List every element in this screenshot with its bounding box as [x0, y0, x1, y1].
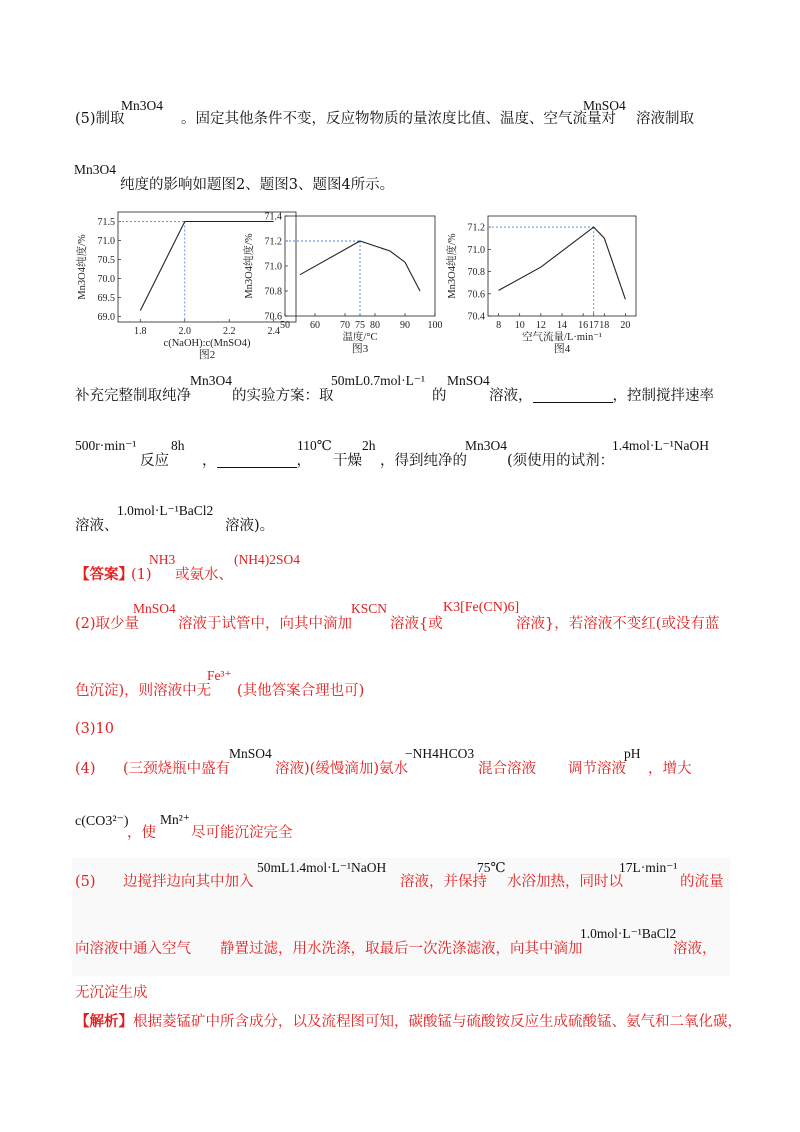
answer-5-f3: 17L·min⁻¹ — [619, 860, 678, 875]
x-tick-label: 16 — [578, 320, 589, 331]
y-axis-label: Mn3O4纯度/% — [447, 233, 458, 299]
y-tick-label: 70.0 — [97, 273, 115, 285]
y-tick-label: 71.2 — [467, 222, 485, 234]
chart-caption: 图2 — [198, 349, 216, 361]
x-tick-label: 60 — [310, 320, 320, 331]
scheme-l2-f4: 2h — [362, 438, 376, 453]
y-tick-label: 71.0 — [97, 235, 115, 247]
analysis-label: 【解析】 — [75, 1013, 133, 1030]
y-tick-label: 70.8 — [467, 267, 485, 279]
x-tick-label: 17 — [588, 320, 599, 331]
answer-5-c: 水浴加热，同时以 — [507, 874, 623, 890]
answer-4-e: ，增大 — [648, 761, 692, 777]
formula-mn3o4-b: Mn3O4 — [74, 162, 117, 177]
x-axis-label: 温度/°C — [342, 332, 378, 343]
answer-2-f3: K3[Fe(CN)6] — [443, 600, 520, 615]
y-tick-label: 71.4 — [264, 211, 282, 223]
figure-charts — [60, 205, 660, 365]
y-tick-label: 71.5 — [97, 216, 115, 228]
scheme-l2-g: (须使用的试剂： — [507, 453, 615, 469]
answer-2-c: 溶液{或 — [390, 616, 443, 632]
analysis-line — [75, 1013, 742, 1031]
answer-4-g: ，使 — [127, 825, 156, 841]
scheme-text-d: 溶液， ，控制搅拌速率 — [489, 388, 714, 404]
x-tick-label: 2.0 — [178, 326, 191, 337]
y-tick-label: 69.5 — [97, 292, 115, 304]
x-tick-label: 100 — [427, 320, 443, 331]
x-tick-label: 10 — [514, 320, 525, 331]
y-tick-label: 70.8 — [264, 286, 282, 298]
y-axis-label: Mn3O4纯度/% — [77, 234, 88, 300]
y-axis-label: Mn3O4纯度/% — [244, 233, 255, 299]
y-tick-label: 70.6 — [264, 311, 282, 323]
q5-prefix: (5)制取 — [75, 111, 125, 127]
x-tick-label: 50 — [280, 320, 290, 331]
answer-2-e: 色沉淀)，则溶液中无 — [75, 683, 212, 699]
chart-4 — [445, 216, 636, 355]
scheme-text-c: 的 — [432, 388, 447, 404]
scheme-l2-f2: 8h — [171, 438, 185, 453]
answer-4-b: 溶液)(缓慢滴加)氨水 — [275, 761, 408, 777]
formula-mn3o4: Mn3O4 — [121, 98, 164, 113]
chart-2 — [75, 212, 296, 361]
q5-tail: 溶液制取 — [636, 111, 694, 127]
answer-label: 【答案】 — [75, 566, 133, 583]
analysis-text: 根据菱锰矿中所含成分，以及流程图可知，碳酸锰与硫酸铵反应生成硫酸锰、氨气和二氧化碳， — [133, 1014, 742, 1030]
answer-3: (3)10 — [75, 721, 114, 737]
answer-4-a: (三颈烧瓶中盛有 — [123, 761, 231, 777]
scheme-f2: 50mL0.7mol·L⁻¹ — [331, 373, 426, 388]
answer-5-a: 边搅拌边向其中加入 — [123, 874, 254, 890]
x-tick-label: 12 — [535, 320, 546, 331]
scheme-l3-b: 溶液)。 — [225, 518, 275, 534]
q5-line2: 纯度的影响如题图2、题图3、题图4所示。 — [120, 177, 395, 193]
y-tick-label: 71.2 — [264, 236, 282, 248]
answer-2-a: (2)取少量 — [75, 616, 140, 632]
scheme-l2-f3: 110℃ — [297, 438, 332, 453]
q5-mid: 。固定其他条件不变，反应物物质的量浓度比值、温度、空气流量对 — [181, 111, 616, 127]
x-tick-label: 8 — [496, 320, 502, 331]
answer-4-f1: MnSO4 — [229, 746, 272, 761]
answer-5-f2: 75℃ — [477, 860, 506, 875]
answer-5-g: 静置过滤，用水洗涤，取最后一次洗涤滤液，向其中滴加 — [220, 941, 583, 957]
scheme-l3-f1: 1.0mol·L⁻¹BaCl2 — [117, 503, 214, 518]
scheme-l2-b: ， ， — [202, 453, 311, 469]
x-axis-label: 空气流量/L·min⁻¹ — [522, 332, 602, 343]
x-tick-label: 1.8 — [134, 326, 147, 337]
answer-1-f1: NH3 — [149, 552, 176, 567]
x-tick-label: 20 — [620, 320, 631, 331]
scheme-l2-f5: Mn3O4 — [465, 438, 508, 453]
answer-5-b: 溶液，并保持 — [400, 874, 487, 890]
x-tick-label: 70 — [340, 320, 350, 331]
answer-5-num: (5) — [75, 874, 96, 890]
scheme-l2-a: 反应 — [140, 453, 169, 469]
x-tick-label: 14 — [557, 320, 567, 331]
answer-4-f4: c(CO3²⁻) — [75, 814, 129, 829]
answer-4-f3: pH — [624, 746, 641, 761]
answer-2-d: 溶液}，若溶液不变红(或没有蓝 — [516, 616, 720, 632]
answer-1-mid: 或氨水、 — [175, 567, 233, 583]
answer-blank-1[interactable] — [533, 401, 613, 403]
answer-2-f2: KSCN — [351, 601, 388, 616]
answer-2-b: 溶液于试管中，向其中滴加 — [178, 616, 352, 632]
y-tick-label: 70.4 — [467, 311, 485, 323]
answer-1-f2: (NH4)2SO4 — [234, 552, 300, 567]
scheme-l2-e: ，得到纯净的 — [380, 453, 467, 469]
x-tick-label: 2.2 — [223, 326, 236, 337]
series-line — [499, 227, 626, 299]
y-tick-label: 70.6 — [467, 289, 485, 301]
answer-4-h: 尽可能沉淀完全 — [191, 825, 293, 841]
answer-4-num: (4) — [75, 761, 96, 777]
y-tick-label: 71.0 — [264, 261, 282, 273]
scheme-text-a: 补充完整制取纯净 — [75, 388, 191, 404]
answer-2-f1: MnSO4 — [133, 601, 176, 616]
answer-5-f4: 1.0mol·L⁻¹BaCl2 — [580, 926, 677, 941]
y-tick-label: 71.0 — [467, 244, 485, 256]
scheme-l2-f6: 1.4mol·L⁻¹NaOH — [612, 438, 710, 453]
answer-5-d: 的流量 — [680, 874, 724, 890]
x-tick-label: 75 — [355, 320, 365, 331]
answer-2-f4: Fe³⁺ — [207, 668, 232, 683]
answer-5-h: 溶液， — [673, 941, 717, 957]
chart-caption: 图4 — [553, 343, 571, 355]
answer-4-c: 混合溶液 — [478, 761, 536, 777]
scheme-f1: Mn3O4 — [190, 373, 233, 388]
x-tick-label: 90 — [400, 320, 410, 331]
answer-2-g: (其他答案合理也可) — [237, 683, 365, 699]
q5-line1 — [75, 110, 125, 128]
formula-mnso4: MnSO4 — [583, 98, 626, 113]
x-tick-label: 80 — [370, 320, 380, 331]
scheme-l2-d: 干燥 — [333, 453, 362, 469]
scheme-text-b: 的实验方案：取 — [232, 388, 334, 404]
x-tick-label: 2.4 — [267, 326, 280, 337]
x-tick-label: 18 — [599, 320, 610, 331]
answer-4-f5: Mn²⁺ — [160, 812, 190, 827]
answer-5-f1: 50mL1.4mol·L⁻¹NaOH — [257, 860, 387, 875]
scheme-l3-a: 溶液、 — [75, 518, 119, 534]
chart-caption: 图3 — [351, 343, 369, 355]
y-tick-label: 69.0 — [97, 311, 115, 323]
y-tick-label: 70.5 — [97, 254, 115, 266]
answer-4-f2: −NH4HCO3 — [405, 746, 475, 761]
x-axis-label: c(NaOH):c(MnSO4) — [163, 338, 251, 349]
answer-5-i: 无沉淀生成 — [75, 985, 148, 1001]
answer-blank-2[interactable] — [217, 466, 297, 468]
answer-1-prefix: (1) — [131, 567, 152, 583]
answer-5-e: 向溶液中通入空气 — [75, 941, 191, 957]
scheme-f3: MnSO4 — [447, 373, 490, 388]
scheme-l2-f1: 500r·min⁻¹ — [75, 438, 137, 453]
answer-4-d: 调节溶液 — [568, 761, 626, 777]
